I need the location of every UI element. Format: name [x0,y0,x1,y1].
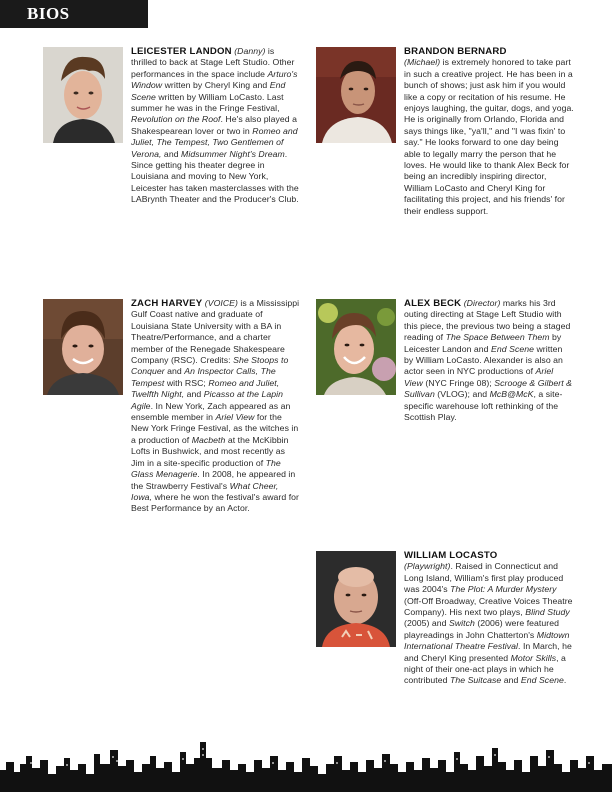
bio-text: . In March, he and Cheryl King presented [404,641,572,663]
bio-title-italic: Ariel View [215,412,255,423]
bio-name: WILLIAM LOCASTO [404,550,498,561]
bio-text: and [164,366,185,377]
bio-title-italic: Picasso at the Lapin Agile [131,389,283,411]
photo-alex-beck [316,299,396,395]
bio-title-italic: Midsummer Night's Dream [181,148,285,159]
bio-title-italic: End Scene [520,675,564,686]
bio-title-italic: Arturo's Window [131,68,298,91]
bio-name: LEICESTER LANDON [131,46,232,57]
bio-role: (Danny) [234,46,266,56]
bio-zach-harvey [131,298,301,515]
bio-leicester-landon [131,46,301,206]
bio-text: . [563,675,567,686]
bio-role: (Michael) [404,57,441,68]
bio-role: (Playwright) [404,561,451,572]
photo-william-locasto [316,551,396,647]
bio-name: ZACH HARVEY [131,298,203,309]
bio-title-italic: Romeo and Juliet, The Tempest, Two Gentlemen of Verona, [131,125,298,159]
bio-text: at the McKibbin Lofts in Bushwick, and most recently as Jim in a site-specific production of [131,434,289,468]
bio-text: is extremely honored to take part in such a creative project. He has been in a bunch of shows; just ask him if you would like a copy or recitation of his resume. He enjoys laughing, the guitar, dogs, and yoga. He is originally from Orlando, Florida and says things like, "ya'll," and "I was fixin' to say." He looks forward to one day being able to legally marry the person that he loves. He would like to thank Alex Beck for being an incredibly inspiring director, William LoCasto and Cheryl King for facilitating this project, and his friends' for their endless support. [404,57,574,216]
bio-title-italic: Motor Skills [510,652,557,663]
bio-text: . In New York, Zach appeared as an ensemble member in [131,400,291,423]
section-title: BIOS [0,0,148,28]
bio-text: , a night of their one-act plays in which he contributed [404,652,566,686]
bio-text: . In 2008, he appeared in the Strawberry Festival's [131,469,296,491]
bio-text: and [184,389,204,400]
bio-name: ALEX BECK [404,298,462,309]
bio-text: written by William LoCasto. Alexander is also an actor seen in NYC productions of [404,343,563,377]
bio-title-italic: Macbeth [191,434,226,445]
bio-title-italic: Blind Study [525,607,570,618]
bio-text: (Off-Off Broadway, Creative Voices Theatre Company). His next two plays, [404,595,573,618]
bio-role: (VOICE) [204,298,238,308]
bio-text: and [161,148,182,159]
bio-text: and [501,675,521,686]
bio-text: (2006) were featured playreadings in John Chatterton's [404,618,559,640]
bio-text: where he won the festival's award for Best Performance by an Actor. [131,491,299,514]
bio-text: with RSC; [164,377,209,388]
bio-text: by Leicester Landon and [404,332,562,354]
bio-text: . Since getting his theater degree in Louisiana and moving to New York, Leicester has taken masterclasses with the LABrynth Theater and the Producer's Club. [131,148,299,205]
bio-title-italic: What Cheer, Iowa, [131,480,279,502]
bio-text: written by William LoCasto. Last summer he was in the Fringe Festival, [131,91,284,114]
bio-text: written by Cheryl King and [162,80,270,91]
bio-title-italic: McB@McK [489,389,534,400]
bio-title-italic: She Stoops to Conquer [131,355,289,377]
bio-text: (2005) and [404,618,449,629]
bio-title-italic: Romeo and Juliet, Twelfth Night, [131,377,280,400]
bio-title-italic: Ariel View [404,366,554,388]
bio-role: (Director) [463,298,501,308]
bio-text: . He's also played a Shakespearean lover or two in [131,114,298,136]
bio-title-italic: The Suitcase [450,675,502,686]
bio-text: marks his 3rd outing directing at Stage Left Studio with this piece, the previous two being a staged reading of [404,298,571,343]
bio-text: is a Mississippi Gulf Coast native and graduate of Louisiana State University with a BA in Theatre/Performance, and a charter member of the Renegade Shakespeare Company (RSC). Credits: [131,298,300,366]
bio-title-italic: End Scene [491,343,534,354]
bio-text: (VLOG); and [434,389,490,400]
bio-text: . Raised in Connecticut and Long Island, William's first play produced was 2004's [404,561,564,595]
bio-title-italic: Midtown International Theatre Festival [404,629,570,652]
bio-title-italic: The Space Between Them [445,332,550,343]
bio-william-locasto [404,550,574,687]
bio-title-italic: The Plot: A Murder Mystery [450,584,557,595]
photo-brandon-bernard [316,47,396,143]
bio-text: (NYC Fringe 08); [422,377,495,388]
bio-brandon-bernard [404,46,574,217]
bio-title-italic: An Inspector Calls, The Tempest [131,366,276,388]
bio-title-italic: The Glass Menagerie [131,457,281,480]
bio-alex-beck [404,298,574,423]
bio-title-italic: Scrooge & Gilbert & Sullivan [404,377,572,400]
photo-leicester-landon [43,47,123,143]
bio-name: BRANDON BERNARD [404,46,507,57]
bio-title-italic: Switch [448,618,475,629]
bio-title-italic: End Scene [131,80,286,102]
bio-text: is thrilled to back at Stage Left Studio. Other performances in the space include [131,46,295,79]
bio-text: for the New York Fringe Festival, as the witches in a production of [131,412,299,445]
photo-zach-harvey [43,299,123,395]
city-skyline-decoration [0,734,612,792]
bio-title-italic: Revolution on the Roof [131,114,221,125]
bio-text: , a site-specific warehouse loft rethinking of the Scottish Play. [404,389,563,423]
